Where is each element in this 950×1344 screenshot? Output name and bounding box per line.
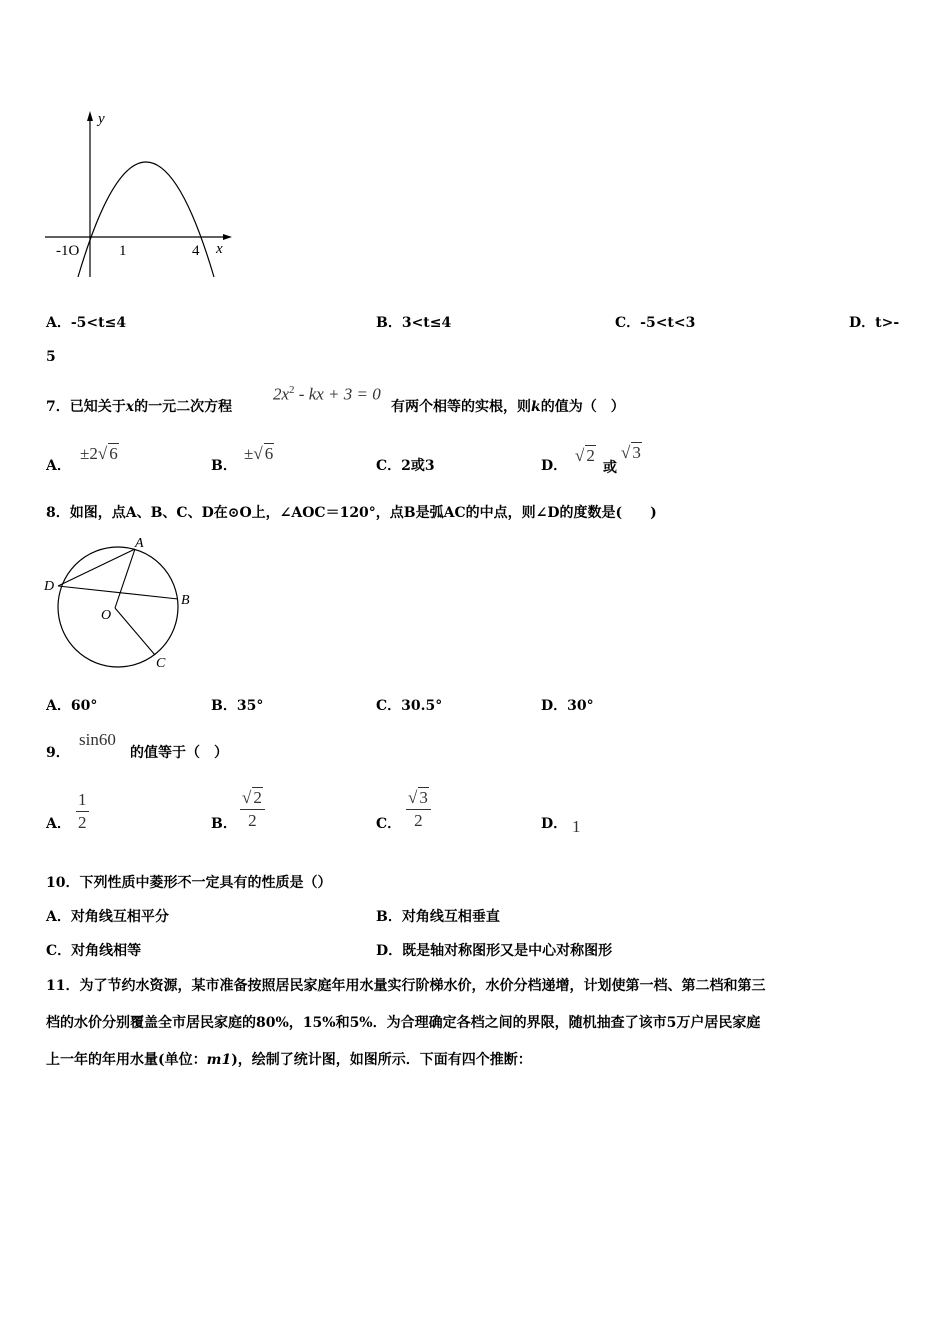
q10-option-b[interactable]: B．对角线互相垂直 <box>376 909 500 925</box>
q9-option-a-fraction <box>76 790 89 833</box>
q7-d-radicand-2: 3 <box>632 443 641 462</box>
q7-option-d-or: 或 <box>603 460 617 476</box>
q8-option-d[interactable]: D．30° <box>541 698 594 714</box>
q9-option-d-value: 1 <box>572 817 581 836</box>
chord-da <box>58 549 135 586</box>
q11-line-1: 11．为了节约水资源，某市准备按照居民家庭年用水量实行阶梯水价，水价分档递增，计划使第一档、第二档和第三 <box>46 978 766 994</box>
point-d-label: D <box>44 579 55 594</box>
q9-option-d-label[interactable]: D． <box>541 816 568 832</box>
q7-eq-rest: - kx + 3 = 0 <box>294 384 381 404</box>
x-axis-arrow <box>223 234 232 240</box>
radical-icon: √ <box>621 443 631 462</box>
radical-icon: √ <box>242 788 252 807</box>
q7-option-d-rad1 <box>575 445 596 466</box>
q8-option-b[interactable]: B．35° <box>211 698 264 714</box>
q6-option-d-wrap: 5 <box>46 349 56 365</box>
q7-equation <box>273 384 381 405</box>
radical-icon: √ <box>253 444 263 463</box>
q9-number: 9． <box>46 745 70 761</box>
fraction-bar <box>406 809 431 810</box>
radius-oc <box>115 608 155 655</box>
circle-figure <box>40 533 200 673</box>
q7-eq-lead: 2x <box>273 384 290 404</box>
y-axis-arrow <box>87 111 93 121</box>
q7-eq-exp: 2 <box>289 384 295 396</box>
q11-line-2: 档的水价分别覆盖全市居民家庭的80%，15%和5%．为合理确定各档之间的界限，随机抽查了该市5万户居民家庭 <box>46 1015 761 1031</box>
q9-stem: 的值等于（ ） <box>130 745 228 761</box>
q7-option-d-label[interactable]: D． <box>541 458 568 474</box>
circle-o <box>58 547 178 667</box>
point-b-label: B <box>181 593 190 608</box>
q6-option-b[interactable]: B．3<t≤4 <box>376 315 452 331</box>
q9-expression: sin60 <box>79 730 116 749</box>
q9-option-c-label[interactable]: C． <box>376 816 402 832</box>
q8-stem: 8．如图，点A、B、C、D在⊙O上，∠AOC＝120°，点B是弧AC的中点，则∠D的度数是( ) <box>46 505 657 521</box>
q9-option-a-label[interactable]: A． <box>46 816 71 832</box>
q7-stem-suffix-1: 有两个相等的实根，则 <box>391 399 531 415</box>
q7-a-radicand: 6 <box>109 444 118 463</box>
point-o-label: O <box>101 608 112 623</box>
q7-stem-suffix-2: 的值为（ ） <box>540 399 625 415</box>
fraction-bar <box>76 811 89 812</box>
q7-option-a-math <box>80 443 119 464</box>
q10-option-d[interactable]: D．既是轴对称图形又是中心对称图形 <box>376 943 613 959</box>
q10-option-c[interactable]: C．对角线相等 <box>46 943 142 959</box>
q9-option-b-label[interactable]: B． <box>211 816 237 832</box>
tick-label-4: 4 <box>192 243 200 259</box>
q7-stem <box>46 396 232 416</box>
q9-c-denominator: 2 <box>414 811 423 830</box>
point-a-label: A <box>135 536 144 551</box>
y-axis-label: y <box>98 111 105 127</box>
radius-oa <box>115 549 135 608</box>
point-c-label: C <box>156 656 166 671</box>
q6-option-d[interactable]: D．t>- <box>849 315 900 331</box>
q6-option-c[interactable]: C．-5<t<3 <box>615 315 696 331</box>
q7-option-d-rad2 <box>621 442 642 463</box>
q8-option-a[interactable]: A．60° <box>46 698 98 714</box>
q11-unit: m1 <box>206 1052 232 1068</box>
q7-var-k: k <box>531 399 541 415</box>
origin-label: -1O <box>56 243 80 259</box>
q9-a-numerator: 1 <box>78 790 87 809</box>
q9-c-numerator <box>406 787 431 808</box>
q11-line-3-post: )，绘制了统计图，如图所示．下面有四个推断： <box>231 1052 532 1068</box>
q11-line-3-pre: 上一年的年用水量(单位： <box>46 1052 207 1068</box>
q10-option-a[interactable]: A．对角线互相平分 <box>46 909 169 925</box>
q7-option-c[interactable]: C．2或3 <box>376 458 435 474</box>
q9-b-radicand: 2 <box>253 788 262 807</box>
q7-d-radicand-1: 2 <box>586 446 595 465</box>
fraction-bar <box>240 809 265 810</box>
q7-stem-tail <box>391 396 625 416</box>
q8-option-c[interactable]: C．30.5° <box>376 698 443 714</box>
q7-a-pm: ±2 <box>80 444 98 463</box>
q7-option-b-math <box>244 443 274 464</box>
q6-option-a[interactable]: A．-5<t≤4 <box>46 315 127 331</box>
q11-line-3 <box>46 1049 532 1069</box>
q10-stem: 10．下列性质中菱形不一定具有的性质是（） <box>46 875 332 891</box>
q7-b-radicand: 6 <box>264 444 274 463</box>
q9-option-b-fraction <box>240 787 265 831</box>
q7-option-b-label[interactable]: B． <box>211 458 237 474</box>
q9-b-numerator <box>240 787 265 808</box>
q7-option-a-label[interactable]: A． <box>46 458 71 474</box>
x-axis-label: x <box>216 241 223 257</box>
q9-b-denominator: 2 <box>248 811 257 830</box>
chord-db <box>58 586 178 599</box>
q9-a-denominator: 2 <box>78 813 87 832</box>
q7-var-x: x <box>125 399 135 415</box>
parabola-graph <box>40 105 240 285</box>
q7-stem-mid: 的一元二次方程 <box>134 399 233 415</box>
parabola-curve <box>78 162 214 277</box>
radical-icon: √ <box>575 446 585 465</box>
q7-b-pm: ± <box>244 444 254 463</box>
q9-c-radicand: 3 <box>419 788 428 807</box>
radical-icon: √ <box>97 444 108 463</box>
radical-icon: √ <box>408 788 418 807</box>
q9-option-c-fraction <box>406 787 431 831</box>
q7-stem-prefix: 7．已知关于 <box>46 399 126 415</box>
tick-label-1: 1 <box>119 243 127 259</box>
